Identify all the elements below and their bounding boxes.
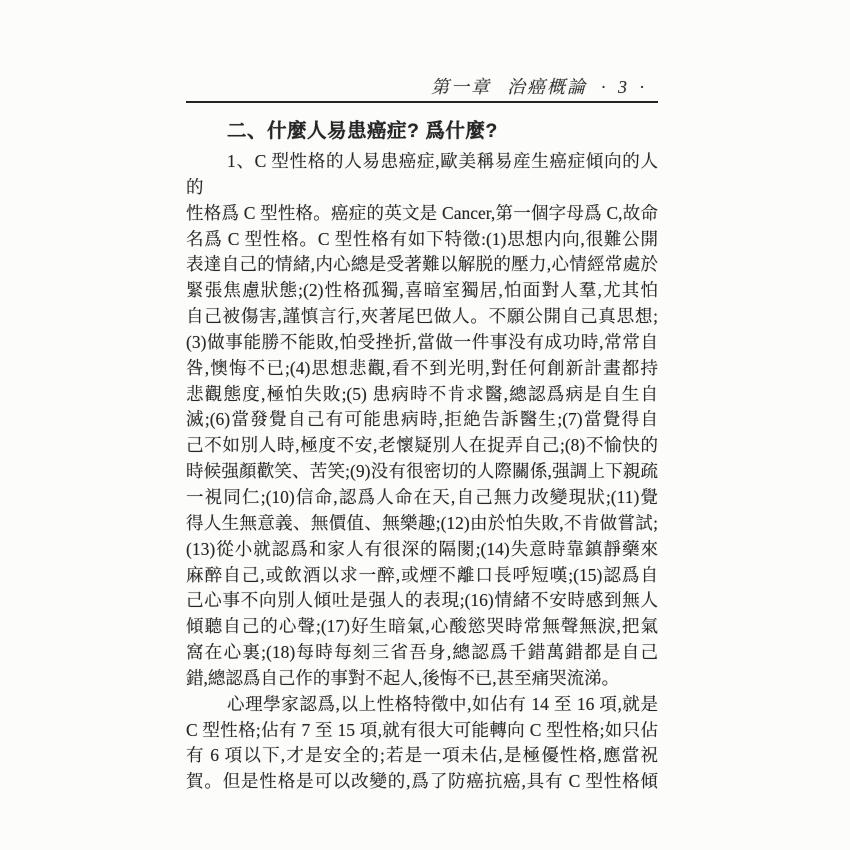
running-header [186, 73, 648, 99]
text-line: 得人生無意義、無價值、無樂趣;(12)由於怕失敗,不肯做嘗試; [186, 512, 658, 533]
text-line: 心理學家認爲,以上性格特徵中,如佔有 14 至 16 項,就是 [227, 693, 658, 714]
chapter-label: 第一章 [431, 77, 491, 97]
text-line: 自己被傷害,謹慎言行,夾著尾巴做人。不願公開自己真思想; [186, 306, 658, 327]
text-line: 表達自己的情緒,内心總是受著難以解脱的壓力,心情經常處於 [186, 254, 658, 275]
page-number: · 3 · [601, 77, 648, 97]
text-line: 錯,總認爲自己作的事對不起人,後悔不已,甚至痛哭流涕。 [186, 667, 620, 688]
text-line: (3)做事能勝不能敗,怕受挫折,當做一件事没有成功時,常常自 [186, 331, 658, 352]
text-line: 滅;(6)當發覺自己有可能患病時,拒絶告訴醫生;(7)當覺得自 [186, 409, 658, 430]
text-line: 傾聽自己的心聲;(17)好生暗氣,心酸慾哭時常無聲無淚,把氣 [186, 616, 658, 637]
text-line: 1、C 型性格的人易患癌症,歐美稱易産生癌症傾向的人的 [186, 151, 658, 197]
text-line: 一視同仁;(10)信命,認爲人命在天,自己無力改變現狀;(11)覺 [186, 486, 658, 507]
text-line: 己不如別人時,極度不安,老懷疑別人在捉弄自己;(8)不愉快的 [186, 435, 658, 456]
text-line: 時候强顏歡笑、苦笑;(9)没有很密切的人際關係,强調上下親疏 [186, 461, 658, 482]
section-heading: 二、什麼人易患癌症? 爲什麼? [227, 120, 498, 142]
text-line: 悲觀態度,極怕失敗;(5) 患病時不肯求醫,總認爲病是自生自 [186, 383, 658, 404]
text-line: 賀。但是性格是可以改變的,爲了防癌抗癌,具有 C 型性格傾 [186, 771, 658, 792]
text-line: 己心事不向別人傾吐是强人的表現;(16)情緒不安時感到無人 [186, 590, 658, 611]
text-line: 名爲 C 型性格。C 型性格有如下特徵:(1)思想内向,很難公開 [186, 228, 658, 249]
text-line: 性格爲 C 型性格。癌症的英文是 Cancer,第一個字母爲 C,故命 [186, 202, 658, 223]
section-title: 治癌概論 [507, 77, 587, 97]
text-line: 有 6 項以下,才是安全的;若是一項未佔,是極優性格,應當祝 [186, 745, 658, 766]
text-line: 緊張焦慮狀態;(2)性格孤獨,喜暗室獨居,怕面對人羣,尤其怕 [186, 280, 658, 301]
text-line: 咎,懊悔不已;(4)思想悲觀,看不到光明,對任何創新計畫都持 [186, 357, 658, 378]
text-line: 窩在心裏;(18)每時每刻三省吾身,總認爲千錯萬錯都是自己 [186, 642, 658, 663]
body-text [186, 118, 658, 795]
text-line: 麻醉自己,或飲酒以求一醉,或煙不離口長呼短嘆;(15)認爲自 [186, 564, 658, 585]
header-rule [186, 101, 658, 103]
text-line: (13)從小就認爲和家人有很深的隔閡;(14)失意時靠鎮靜藥來 [186, 538, 658, 559]
text-line: C 型性格;佔有 7 至 15 項,就有很大可能轉向 C 型性格;如只佔 [186, 719, 658, 740]
